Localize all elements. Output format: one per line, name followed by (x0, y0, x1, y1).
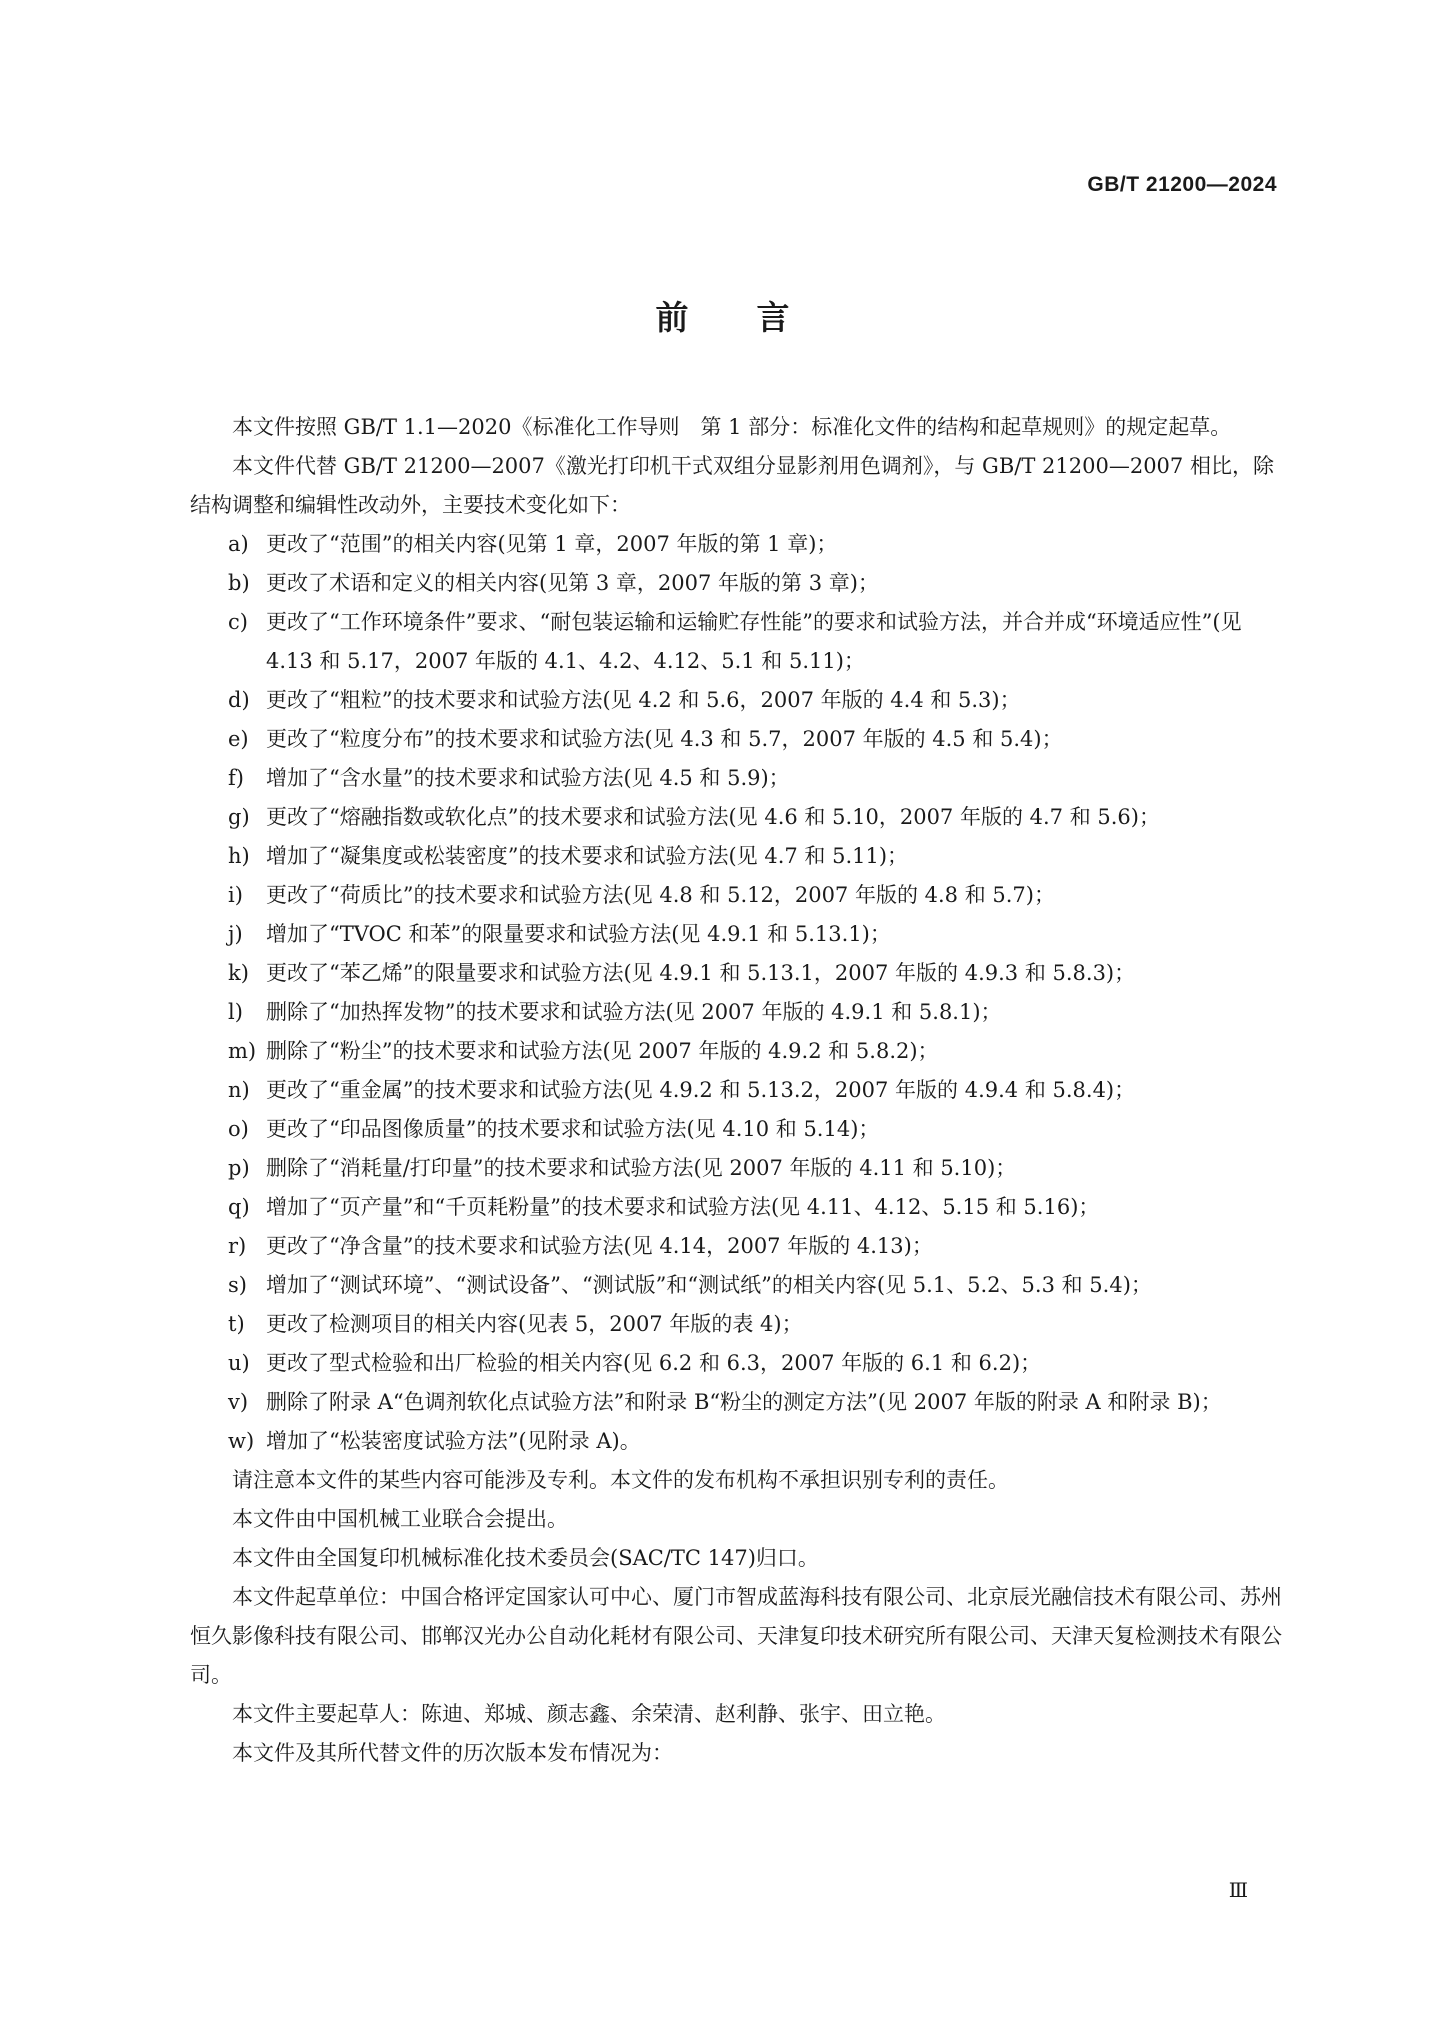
list-item-label: u) (228, 1351, 250, 1375)
list-item (190, 1032, 1290, 1071)
list-item (190, 798, 1290, 837)
list-item (190, 1071, 1290, 1110)
list-item (190, 993, 1290, 1032)
intro-paragraph: 本文件代替 GB/T 21200—2007《激光打印机干式双组分显影剂用色调剂》，与 GB/T 21200—2007 相比，除结构调整和编辑性改动外，主要技术变化如下： (190, 454, 1274, 517)
closing-paragraph: 本文件主要起草人：陈迪、郑城、颜志鑫、余荣清、赵利静、张宇、田立艳。 (232, 1702, 946, 1726)
closing-paragraph: 请注意本文件的某些内容可能涉及专利。本文件的发布机构不承担识别专利的责任。 (232, 1468, 1009, 1492)
list-item (190, 603, 1290, 681)
list-item-text: 增加了“页产量”和“千页耗粉量”的技术要求和试验方法(见 4.11、4.12、5.15 和 5.16)； (266, 1195, 1100, 1219)
list-item-label: j) (228, 922, 243, 946)
list-item (190, 564, 1290, 603)
intro-paragraph: 本文件按照 GB/T 1.1—2020《标准化工作导则 第 1 部分：标准化文件的结构和起草规则》的规定起草。 (232, 415, 1232, 439)
changes-list (190, 525, 1290, 1461)
list-item-label: n) (228, 1078, 250, 1102)
list-item-text: 更改了“粗粒”的技术要求和试验方法(见 4.2 和 5.6，2007 年版的 4.4 和 5.3)； (266, 688, 1021, 712)
list-item-label: k) (228, 961, 249, 985)
list-item-label: f) (228, 766, 244, 790)
list-item-label: v) (228, 1390, 249, 1414)
list-item-label: s) (228, 1273, 247, 1297)
list-item-label: i) (228, 883, 243, 907)
list-item-text: 删除了“加热挥发物”的技术要求和试验方法(见 2007 年版的 4.9.1 和 5.8.1)； (266, 1000, 1002, 1024)
list-item-label: r) (228, 1234, 247, 1258)
document-body (190, 408, 1290, 1773)
list-item (190, 837, 1290, 876)
list-item-text: 更改了“粒度分布”的技术要求和试验方法(见 4.3 和 5.7，2007 年版的 4.5 和 5.4)； (266, 727, 1063, 751)
list-item-text: 更改了“工作环境条件”要求、“耐包装运输和运输贮存性能”的要求和试验方法，并合并成“环境适应性”(见 4.13 和 5.17，2007 年版的 4.1、4.2、4.12、5.1 和 5.11)； (266, 610, 1242, 673)
list-item-text: 增加了“含水量”的技术要求和试验方法(见 4.5 和 5.9)； (266, 766, 790, 790)
list-item (190, 681, 1290, 720)
list-item (190, 1344, 1290, 1383)
list-item-text: 增加了“松装密度试验方法”(见附录 A)。 (266, 1429, 641, 1453)
list-item (190, 1188, 1290, 1227)
list-item-text: 删除了附录 A“色调剂软化点试验方法”和附录 B“粉尘的测定方法”(见 2007 年版的附录 A 和附录 B)； (266, 1390, 1222, 1414)
list-item (190, 1422, 1290, 1461)
list-item-text: 更改了“印品图像质量”的技术要求和试验方法(见 4.10 和 5.14)； (266, 1117, 880, 1141)
list-item-label: o) (228, 1117, 249, 1141)
list-item-text: 更改了“重金属”的技术要求和试验方法(见 4.9.2 和 5.13.2，2007 年版的 4.9.4 和 5.8.4)； (266, 1078, 1136, 1102)
list-item-text: 增加了“TVOC 和苯”的限量要求和试验方法(见 4.9.1 和 5.13.1)； (266, 922, 891, 946)
list-item (190, 525, 1290, 564)
list-item-label: q) (228, 1195, 250, 1219)
list-item-label: t) (228, 1312, 245, 1336)
list-item-text: 更改了“荷质比”的技术要求和试验方法(见 4.8 和 5.12，2007 年版的 4.8 和 5.7)； (266, 883, 1055, 907)
list-item-text: 增加了“测试环境”、“测试设备”、“测试版”和“测试纸”的相关内容(见 5.1、5.2、5.3 和 5.4)； (266, 1273, 1152, 1297)
list-item-label: e) (228, 727, 249, 751)
list-item-text: 更改了“范围”的相关内容(见第 1 章，2007 年版的第 1 章)； (266, 532, 838, 556)
list-item-label: d) (228, 688, 250, 712)
list-item (190, 1227, 1290, 1266)
list-item (190, 720, 1290, 759)
list-item (190, 1383, 1290, 1422)
list-item-text: 更改了型式检验和出厂检验的相关内容(见 6.2 和 6.3，2007 年版的 6.1 和 6.2)； (266, 1351, 1042, 1375)
list-item-label: w) (228, 1429, 255, 1453)
list-item-label: h) (228, 844, 250, 868)
list-item-label: b) (228, 571, 250, 595)
closing-paragraph: 本文件由中国机械工业联合会提出。 (232, 1507, 568, 1531)
list-item (190, 1266, 1290, 1305)
list-item-text: 增加了“凝集度或松装密度”的技术要求和试验方法(见 4.7 和 5.11)； (266, 844, 909, 868)
list-item-label: p) (228, 1156, 250, 1180)
list-item-label: m) (228, 1039, 257, 1063)
list-item-label: a) (228, 532, 249, 556)
list-item-text: 更改了术语和定义的相关内容(见第 3 章，2007 年版的第 3 章)； (266, 571, 879, 595)
list-item (190, 759, 1290, 798)
list-item (190, 954, 1290, 993)
list-item-text: 更改了检测项目的相关内容(见表 5，2007 年版的表 4)； (266, 1312, 803, 1336)
page-title: 前言 (655, 298, 858, 337)
closing-paragraph: 本文件起草单位：中国合格评定国家认可中心、厦门市智成蓝海科技有限公司、北京辰光融信技术有限公司、苏州恒久影像科技有限公司、邯郸汉光办公自动化耗材有限公司、天津复印技术研究所有限公司、天津天复检测技术有限公司。 (190, 1585, 1282, 1687)
list-item-text: 更改了“熔融指数或软化点”的技术要求和试验方法(见 4.6 和 5.10，2007 年版的 4.7 和 5.6)； (266, 805, 1160, 829)
list-item (190, 1305, 1290, 1344)
list-item-text: 删除了“粉尘”的技术要求和试验方法(见 2007 年版的 4.9.2 和 5.8.2)； (266, 1039, 939, 1063)
closing-paragraph: 本文件及其所代替文件的历次版本发布情况为： (232, 1741, 673, 1765)
list-item (190, 876, 1290, 915)
page-number: Ⅲ (1228, 1878, 1248, 1902)
list-item (190, 915, 1290, 954)
list-item-text: 更改了“苯乙烯”的限量要求和试验方法(见 4.9.1 和 5.13.1，2007 年版的 4.9.3 和 5.8.3)； (266, 961, 1136, 985)
list-item (190, 1110, 1290, 1149)
list-item-text: 更改了“净含量”的技术要求和试验方法(见 4.14，2007 年版的 4.13)； (266, 1234, 933, 1258)
list-item-label: l) (228, 1000, 243, 1024)
list-item-label: c) (228, 610, 248, 634)
list-item-label: g) (228, 805, 250, 829)
list-item-text: 删除了“消耗量/打印量”的技术要求和试验方法(见 2007 年版的 4.11 和 5.10)； (266, 1156, 1017, 1180)
standard-code: GB/T 21200—2024 (1087, 173, 1277, 196)
list-item (190, 1149, 1290, 1188)
closing-paragraph: 本文件由全国复印机械标准化技术委员会(SAC/TC 147)归口。 (232, 1546, 819, 1570)
